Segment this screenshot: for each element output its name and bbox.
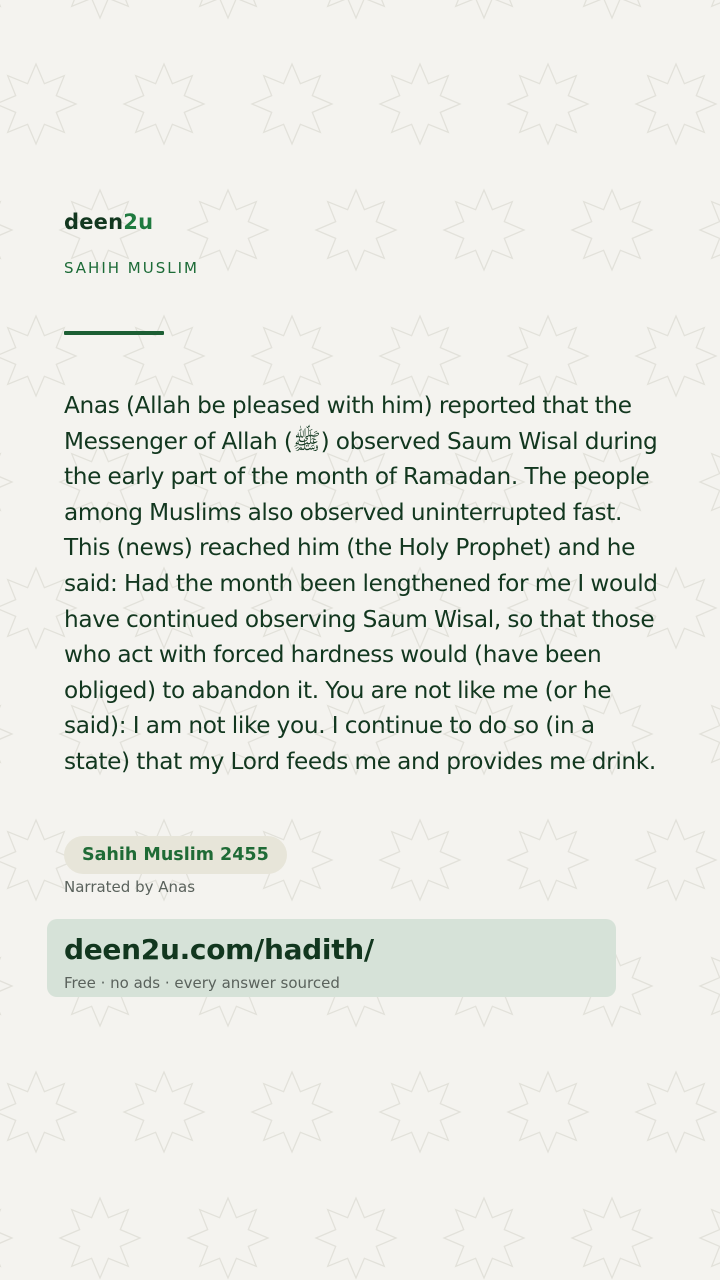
hadith-text: Anas (Allah be pleased with him) reported that the Messenger of Allah (ﷺ) observed Saum Wisal during the early part of the month of Ramadan. The people among Muslims also observed uninterrupted fast. This (news) reached him (the Holy Prophet) and he said: Had the month been lengthened for me I would have continued observing Saum Wisal, so that those who act with forced hardness would (have been obliged) to abandon it. You are not like me (or he said): I am not like you. I continue to do so (in a state) that my Lord feeds me and provides me drink. xyxy=(64,392,658,775)
divider xyxy=(64,331,164,335)
reference-label: Sahih Muslim 2455 xyxy=(82,845,269,865)
brand-logo xyxy=(64,210,153,234)
narrator-text: Narrated by Anas xyxy=(64,878,196,896)
collection-label: SAHIH MUSLIM xyxy=(64,259,199,277)
cta-tagline: Free · no ads · every answer sourced xyxy=(64,974,340,992)
brand-name: deen xyxy=(64,210,124,234)
brand-accent: 2u xyxy=(123,210,154,234)
cta-url[interactable]: deen2u.com/hadith/ xyxy=(64,933,374,966)
cta-link-box[interactable] xyxy=(47,919,616,997)
reference-badge xyxy=(64,836,287,874)
